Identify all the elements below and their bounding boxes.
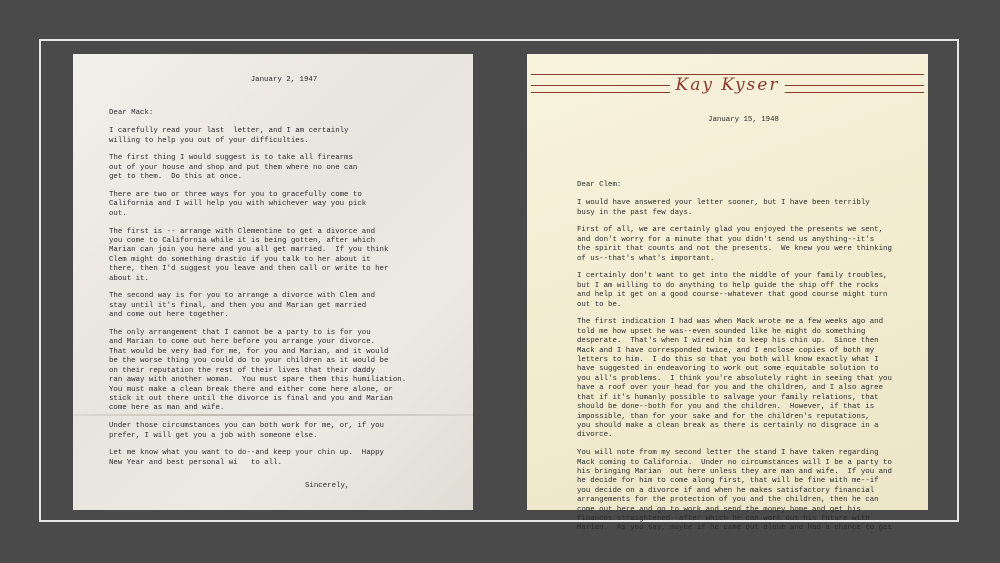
letter-1947 <box>73 54 473 510</box>
paragraph: The only arrangement that I cannot be a party to is for you and Marian to come out here before you arrange your divorce. That would be very bad for me, for you and Marian, and it would be the worse thing you could do to your children as it would be on their reputation the rest of their lives that their daddy ran away with another woman. You must spare them this humiliation. You must make a clean break there and either come here alone, or stick it out there until the divorce is final and you and Marian come here as man and wife. <box>109 329 407 413</box>
paragraph: The first indication I had was when Mack wrote me a few weeks ago and told me how upset he was--even sounded like he might do something desperate. That's when I wired him to keep his chin up. Since then Mack and I have corresponded twice, and I enclose copies of both my letters to him. I do this so that you both will know exactly what I have suggested in endeavoring to work out some equitable solution to you all's problems. I think you're absolutely right in seeing that you have a roof over your head for you and the children, and I also agree that if it's humanly possible to salvage your family relations, that should be done--both for you and the children. However, if that is impossible, than for your sake and for the children's reputations, you should make a clean break as there is certainly no disgrace in a divorce. <box>577 318 892 440</box>
letterhead <box>527 54 928 106</box>
paragraph: Let me know what you want to do--and keep your chin up. Happy New Year and best personal wi to all. <box>109 449 384 467</box>
letter-date: January 2, 1947 <box>250 76 318 84</box>
salutation: Dear Clem: <box>577 181 622 190</box>
paragraph: The first is -- arrange with Clementine to get a divorce and you come to California while it is being gotten, after which Marian can join you here and you all get married. If you think Clem might do something drastic if you talk to her about it there, then I'd suggest you leave and then call or write to her about it. <box>109 227 389 283</box>
letter-1948 <box>527 54 928 533</box>
letterhead-name: Kay Kyser <box>527 76 928 94</box>
paragraph: I certainly don't want to get into the middle of your family troubles, but I am willing to do anything to help guide the ship off the rocks and help it get on a good course--whatever that good course might turn out to be. <box>577 272 888 309</box>
paragraph: I would have answered your letter sooner, but I have been terribly busy in the past few days. <box>577 199 870 217</box>
paragraph: First of all, we are certainly glad you enjoyed the presents we sent, and don't worry for a minute that you didn't send us anything--it's the spirit that counts and not the presents. We knew you were thinking of us--that's what's important. <box>577 226 892 263</box>
paper-fold-crease <box>73 414 473 416</box>
letter-date: January 15, 1948 <box>708 116 779 124</box>
paragraph: The first thing I would suggest is to take all firearms out of your house and shop and put them where no one can get to them. Do this at once. <box>109 154 358 182</box>
salutation: Dear Mack: <box>109 109 154 118</box>
paragraph: The second way is for you to arrange a divorce with Clem and stay until it's final, and then you and Marian get married and come out here together. <box>109 292 376 320</box>
paragraph: Under those circumstances you can both work for me, or, if you prefer, I will get you a job with someone else. <box>109 422 384 440</box>
paragraph: There are two or three ways for you to gracefully come to California and I will help you with whichever way you pick out. <box>109 191 367 218</box>
closing: Sincerely, <box>305 482 350 491</box>
paragraph: You will note from my second letter the stand I have taken regarding Mack coming to California. Under no circumstances will I be a party to his bringing Marian out here unless they are man and wife. If you and he decide for him to come along first, that will be fine with me--if you decide on a divorce if and when he makes satisfactory financial arrangements for the protection of you and the children, then he can come out here and go to work and send the money home and get his finances straightened--after which he can work out his future with Marian. As you say, maybe if he came out alone and had a chance to get <box>577 449 892 533</box>
paragraph: I carefully read your last letter, and I am certainly willing to help you out of your difficulties. <box>109 127 349 145</box>
